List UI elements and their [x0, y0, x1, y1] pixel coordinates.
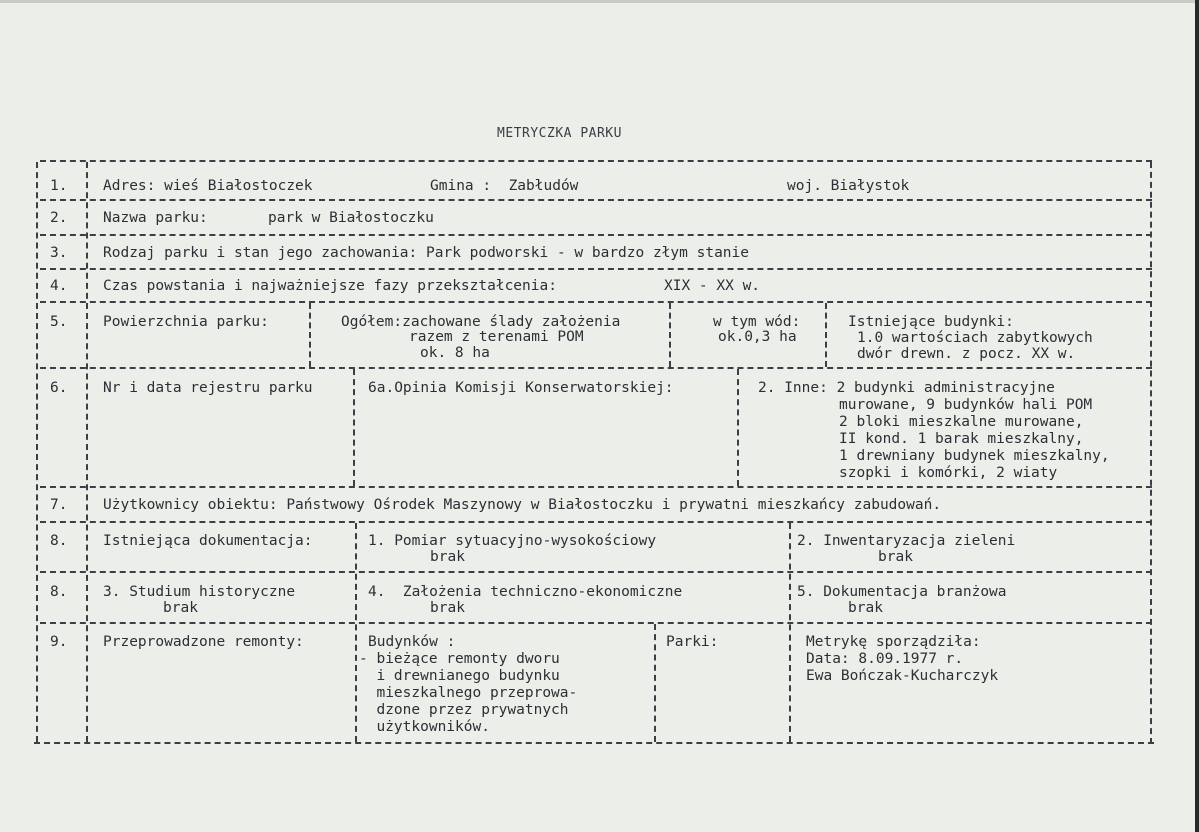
row-number: 1.: [50, 178, 68, 194]
other-buildings-line: szopki i komórki, 2 wiaty: [839, 465, 1058, 481]
water-area-line: w tym wód:: [713, 314, 801, 330]
park-name-value: park w Białostoczku: [268, 210, 434, 226]
table-border-top: [40, 160, 1152, 162]
documentation-label: Istniejąca dokumentacja:: [103, 533, 313, 549]
doc-item-1: 1. Pomiar sytuacyjno-wysokościowy: [368, 533, 657, 549]
row-number: 8.: [50, 584, 68, 600]
existing-buildings-line: dwór drewn. z pocz. XX w.: [857, 346, 1076, 362]
row5-col-divider: [669, 303, 671, 367]
doc-item-3: 3. Studium historyczne: [103, 584, 296, 600]
area-total-line: razem z terenami POM: [409, 329, 584, 345]
buildings-renovation-line: i drewnianego budynku: [359, 668, 560, 684]
doc-item-5: 5. Dokumentacja branżowa: [797, 584, 1007, 600]
table-border-bottom: [34, 742, 1154, 744]
renovations-label: Przeprowadzone remonty:: [103, 634, 304, 650]
register-label: Nr i data rejestru parku: [103, 380, 313, 396]
doc-item-2: 2. Inwentaryzacja zieleni: [797, 533, 1016, 549]
row5-col-divider: [309, 303, 311, 367]
other-buildings-line: II kond. 1 barak mieszkalny,: [839, 431, 1084, 447]
row6-col-divider: [353, 369, 355, 486]
row5-col-divider: [825, 303, 827, 367]
other-buildings-line: 2. Inne: 2 budynki administracyjne: [758, 380, 1055, 396]
row-number: 3.: [50, 245, 68, 261]
row-number: 2.: [50, 210, 68, 226]
buildings-renovation-line: mieszkalnego przeprowa-: [359, 685, 578, 701]
page-title: METRYCZKA PARKU: [497, 126, 622, 141]
number-column-divider: [86, 162, 88, 742]
existing-buildings-line: 1.0 wartościach zabytkowych: [857, 330, 1093, 346]
author-line: Metrykę sporządziła:: [806, 634, 981, 650]
buildings-renovation-line: użytkowników.: [359, 719, 490, 735]
row-divider: [40, 622, 1152, 624]
park-type-condition: Rodzaj parku i stan jego zachowania: Park podworski - w bardzo złym stanie: [103, 245, 750, 261]
doc-item-1-status: brak: [430, 549, 465, 565]
doc-item-3-status: brak: [163, 600, 198, 616]
conservation-opinion-label: 6a.Opinia Komisji Konserwatorskiej:: [368, 380, 674, 396]
address: Adres: wieś Białostoczek: [103, 178, 313, 194]
author-line: Ewa Bończak-Kucharczyk: [806, 668, 999, 684]
buildings-renovation-line: Budynków :: [368, 634, 456, 650]
existing-buildings-line: Istniejące budynki:: [848, 314, 1014, 330]
parks-renovation-label: Parki:: [666, 634, 719, 650]
users-text: Użytkownicy obiektu: Państwowy Ośrodek Maszynowy w Białostoczku i prywatni mieszkańcy zabudowań.: [103, 497, 942, 513]
doc-item-2-status: brak: [878, 549, 913, 565]
table-border-right: [1150, 162, 1152, 744]
area-label: Powierzchnia parku:: [103, 314, 269, 330]
row-number: 8.: [50, 533, 68, 549]
row-divider: [40, 234, 1152, 236]
row-divider: [40, 521, 1152, 523]
row8-col-divider: [355, 523, 357, 742]
row-number: 4.: [50, 278, 68, 294]
row-number: 7.: [50, 497, 68, 513]
other-buildings-line: murowane, 9 budynków hali POM: [839, 397, 1093, 413]
row-divider: [40, 571, 1152, 573]
row-divider: [40, 199, 1152, 201]
doc-item-4-status: brak: [430, 600, 465, 616]
row-divider: [40, 268, 1152, 270]
row-number: 5.: [50, 314, 68, 330]
other-buildings-line: 1 drewniany budynek mieszkalny,: [839, 448, 1110, 464]
row6-col-divider: [737, 369, 739, 486]
row8-col-divider: [789, 523, 791, 742]
table-border-left: [36, 162, 38, 742]
buildings-renovation-line: - bieżące remonty dworu: [359, 651, 560, 667]
creation-phases-label: Czas powstania i najważniejsze fazy przekształcenia:: [103, 278, 557, 294]
row-divider: [40, 301, 1152, 303]
page-right-edge: [1195, 0, 1199, 832]
wojewodztwo: woj. Białystok: [787, 178, 910, 194]
other-buildings-line: 2 bloki mieszkalne murowane,: [839, 414, 1084, 430]
creation-phases-value: XIX - XX w.: [664, 278, 761, 294]
row-divider: [40, 367, 1152, 369]
buildings-renovation-line: dzone przez prywatnych: [359, 702, 569, 718]
area-total-line: Ogółem:zachowane ślady założenia: [341, 314, 621, 330]
doc-item-5-status: brak: [848, 600, 883, 616]
area-total-line: ok. 8 ha: [420, 345, 490, 361]
park-name-label: Nazwa parku:: [103, 210, 208, 226]
row-number: 9.: [50, 634, 68, 650]
gmina: Gmina : Zabłudów: [430, 178, 579, 194]
page-top-edge: [0, 0, 1199, 3]
row9-col-divider: [654, 624, 656, 742]
doc-item-4: 4. Założenia techniczno-ekonomiczne: [368, 584, 683, 600]
water-area-line: ok.0,3 ha: [718, 329, 797, 345]
row-divider: [40, 486, 1152, 488]
row-number: 6.: [50, 380, 68, 396]
author-line: Data: 8.09.1977 r.: [806, 651, 964, 667]
